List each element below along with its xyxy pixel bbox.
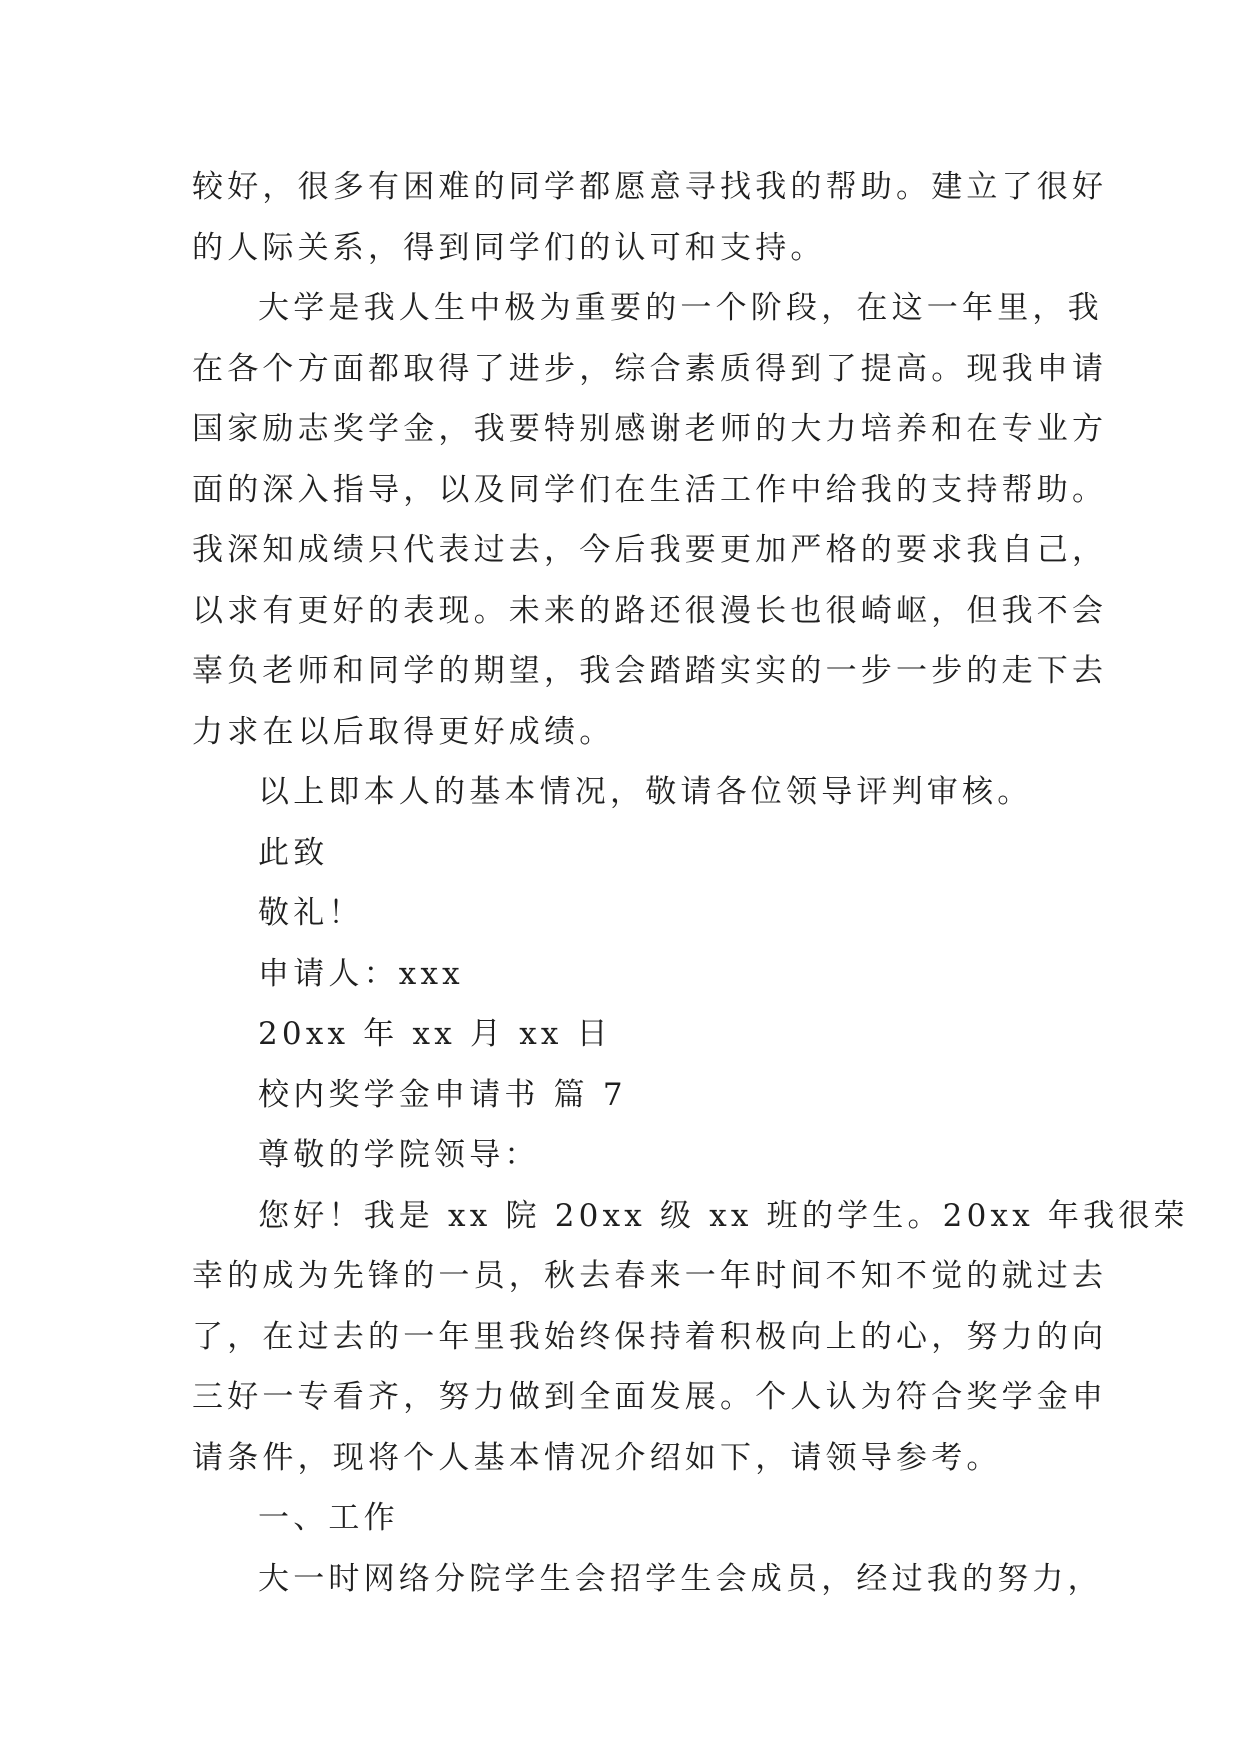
text-line: 您好！我是 xx 院 20xx 级 xx 班的学生。20xx 年我很荣: [258, 1197, 1189, 1234]
text-line: 较好，很多有困难的同学都愿意寻找我的帮助。建立了很好: [192, 169, 1108, 205]
text-line: 三好一专看齐，努力做到全面发展。个人认为符合奖学金申: [192, 1379, 1108, 1415]
text-line: 请条件，现将个人基本情况介绍如下，请领导参考。: [192, 1439, 1002, 1476]
text-line: 幸的成为先锋的一员，秋去春来一年时间不知不觉的就过去: [192, 1258, 1108, 1294]
text-line: 力求在以后取得更好成绩。: [192, 713, 615, 750]
section-title: 校内奖学金申请书 篇 7: [258, 1076, 627, 1113]
text-line: 我深知成绩只代表过去，今后我要更加严格的要求我自己，: [192, 532, 1108, 568]
applicant-name: 申请人：xxx: [258, 955, 464, 992]
closing-regards: 敬礼！: [258, 895, 364, 931]
text-line: 在各个方面都取得了进步，综合素质得到了提高。现我申请: [192, 350, 1108, 387]
text-line: 以上即本人的基本情况，敬请各位领导评判审核。: [258, 774, 1033, 810]
text-line: 辜负老师和同学的期望，我会踏踏实实的一步一步的走下去: [192, 653, 1108, 689]
text-line: 以求有更好的表现。未来的路还很漫长也很崎岖，但我不会: [192, 592, 1108, 629]
greeting: 尊敬的学院领导：: [258, 1137, 540, 1173]
text-line: 大学是我人生中极为重要的一个阶段，在这一年里，我: [258, 290, 1103, 326]
text-line: 大一时网络分院学生会招学生会成员，经过我的努力，: [258, 1560, 1103, 1597]
text-line: 了，在过去的一年里我始终保持着积极向上的心，努力的向: [192, 1318, 1108, 1355]
text-line: 的人际关系，得到同学们的认可和支持。: [192, 229, 826, 266]
text-line: 国家励志奖学金，我要特别感谢老师的大力培养和在专业方: [192, 411, 1108, 447]
text-line: 面的深入指导，以及同学们在生活工作中给我的支持帮助。: [192, 471, 1108, 508]
application-date: 20xx 年 xx 月 xx 日: [258, 1016, 612, 1052]
subsection-heading: 一、工作: [258, 1500, 399, 1536]
document-body: [192, 157, 1189, 1609]
closing-salutation: 此致: [258, 834, 329, 871]
